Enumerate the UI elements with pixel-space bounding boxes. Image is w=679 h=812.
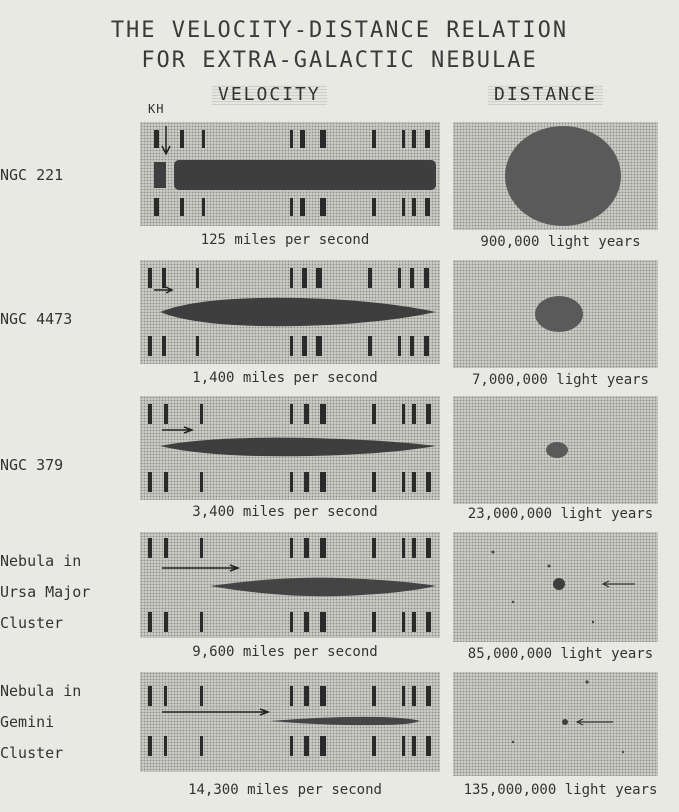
galaxy-blob [505,126,621,226]
distance-caption: 135,000,000 light years [463,782,658,798]
nebula-name: Nebula in Ursa Major Cluster [0,552,91,632]
nebula-spectrum [160,298,436,326]
galaxy-blob [562,719,568,725]
nebula-name: NGC 221 [0,166,64,184]
title-line-1: THE VELOCITY-DISTANCE RELATION [110,18,569,43]
nebula-spectrum [174,160,436,190]
spectrum-panel [140,532,440,638]
hk-arrow-icon [162,126,170,154]
spectrum-graphic [140,396,440,500]
spectrum-panel [140,396,440,500]
title-line-2: FOR EXTRA-GALACTIC NEBULAE [141,48,538,73]
velocity-caption: 1,400 miles per second [192,370,378,386]
galaxy-blob [535,296,583,332]
velocity-caption: 3,400 miles per second [192,504,378,520]
galaxy-image [453,532,658,642]
spectrum-graphic [140,672,440,772]
redshift-arrow-icon [162,427,192,433]
redshift-arrow-icon [162,709,268,715]
galaxy-blob [553,578,565,590]
velocity-caption: 14,300 miles per second [188,782,382,798]
kh-label: KH [148,102,165,116]
nebula-spectrum [210,578,436,597]
spectrum-panel [140,260,440,364]
spectrum-panel [140,122,440,226]
comparison-lines-bottom [154,198,430,216]
spectrum-graphic [140,260,440,364]
nebula-spectrum [160,438,436,457]
distance-header: DISTANCE [488,84,603,105]
distance-caption: 23,000,000 light years [467,506,654,522]
galaxy-image [453,396,658,504]
galaxy-image [453,122,658,230]
distance-caption: 900,000 light years [480,234,641,250]
nebula-spectrum [270,717,420,725]
distance-caption: 7,000,000 light years [471,372,649,388]
spectrum-panel [140,672,440,772]
distance-caption: 85,000,000 light years [467,646,654,662]
nebula-name: Nebula in Gemini Cluster [0,682,82,762]
velocity-caption: 125 miles per second [200,232,370,248]
nebula-name: NGC 4473 [0,310,73,328]
galaxy-blob [546,442,568,458]
galaxy-image [453,260,658,368]
redshift-arrow-icon [162,565,238,571]
velocity-caption: 9,600 miles per second [192,644,378,660]
pointer-arrow-icon [603,581,635,587]
spectrum-graphic [140,532,440,638]
nebula-name: NGC 379 [0,456,64,474]
galaxy-image [453,672,658,776]
comparison-lines-top [154,130,430,148]
spectrum-graphic [140,122,440,226]
velocity-header: VELOCITY [212,84,327,105]
pointer-arrow-icon [577,719,613,725]
